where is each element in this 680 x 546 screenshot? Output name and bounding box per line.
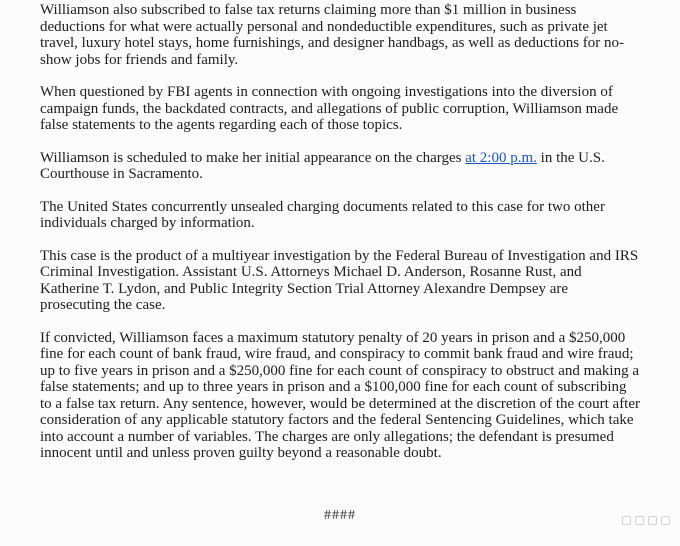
paragraph-unsealed-documents: The United States concurrently unsealed charging documents related to this case for two other individuals charged by information.: [40, 198, 605, 231]
appearance-text-before: Williamson is scheduled to make her initial appearance on the charges: [40, 149, 466, 166]
press-release-body: [40, 0, 640, 478]
paragraph-investigation: This case is the product of a multiyear investigation by the Federal Bureau of Investigation and IRS Criminal Investigation. Assistant U.S. Attorneys Michael D. Anderson, Rosanne Rust, and Katherine T. Lydon, and Public Integrity Section Trial Attorney Alexandre Dempsey are prosecuting the case.: [40, 247, 639, 313]
paragraph-false-statements: When questioned by FBI agents in connection with ongoing investigations into the diversion of campaign funds, the backdated contracts, and allegations of public corruption, Williamson made false statements to the agents regarding each of those topics.: [40, 84, 619, 133]
paragraph-penalties: If convicted, Williamson faces a maximum statutory penalty of 20 years in prison and a $250,000 fine for each count of bank fraud, wire fraud, and conspiracy to commit bank fraud and wire fraud; up to five years in prison and a $250,000 fine for each count of conspiracy to obstruct and making a false statements; and up to three years in prison and a $100,000 fine for each count of subscribing to a false tax return. Any sentence, however, would be determined at the discretion of the court after consideration of any applicable statutory factors and the federal Sentencing Guidelines, which take into account a number of variables. The charges are only allegations; the defendant is presumed innocent until and unless proven guilty beyond a reasonable doubt.: [40, 329, 641, 461]
watermark-square-icon: [661, 516, 670, 525]
watermark-icon: [622, 516, 670, 525]
end-mark: ####: [324, 508, 356, 523]
appearance-text-after: in the U.S. Courthouse in Sacramento.: [40, 149, 605, 182]
paragraph-tax-returns: Williamson also subscribed to false tax returns claiming more than $1 million in business deductions for what were actually personal and nondeductible expenditures, such as private jet travel, luxury hotel stays, home furnishings, and designer handbags, as well as deductions for no-show jobs for friends and family.: [40, 2, 625, 68]
paragraph-initial-appearance: [40, 150, 640, 183]
watermark-square-icon: [622, 516, 631, 525]
watermark-square-icon: [635, 516, 644, 525]
appearance-time-link[interactable]: at 2:00 p.m.: [465, 149, 537, 166]
watermark-square-icon: [648, 516, 657, 525]
